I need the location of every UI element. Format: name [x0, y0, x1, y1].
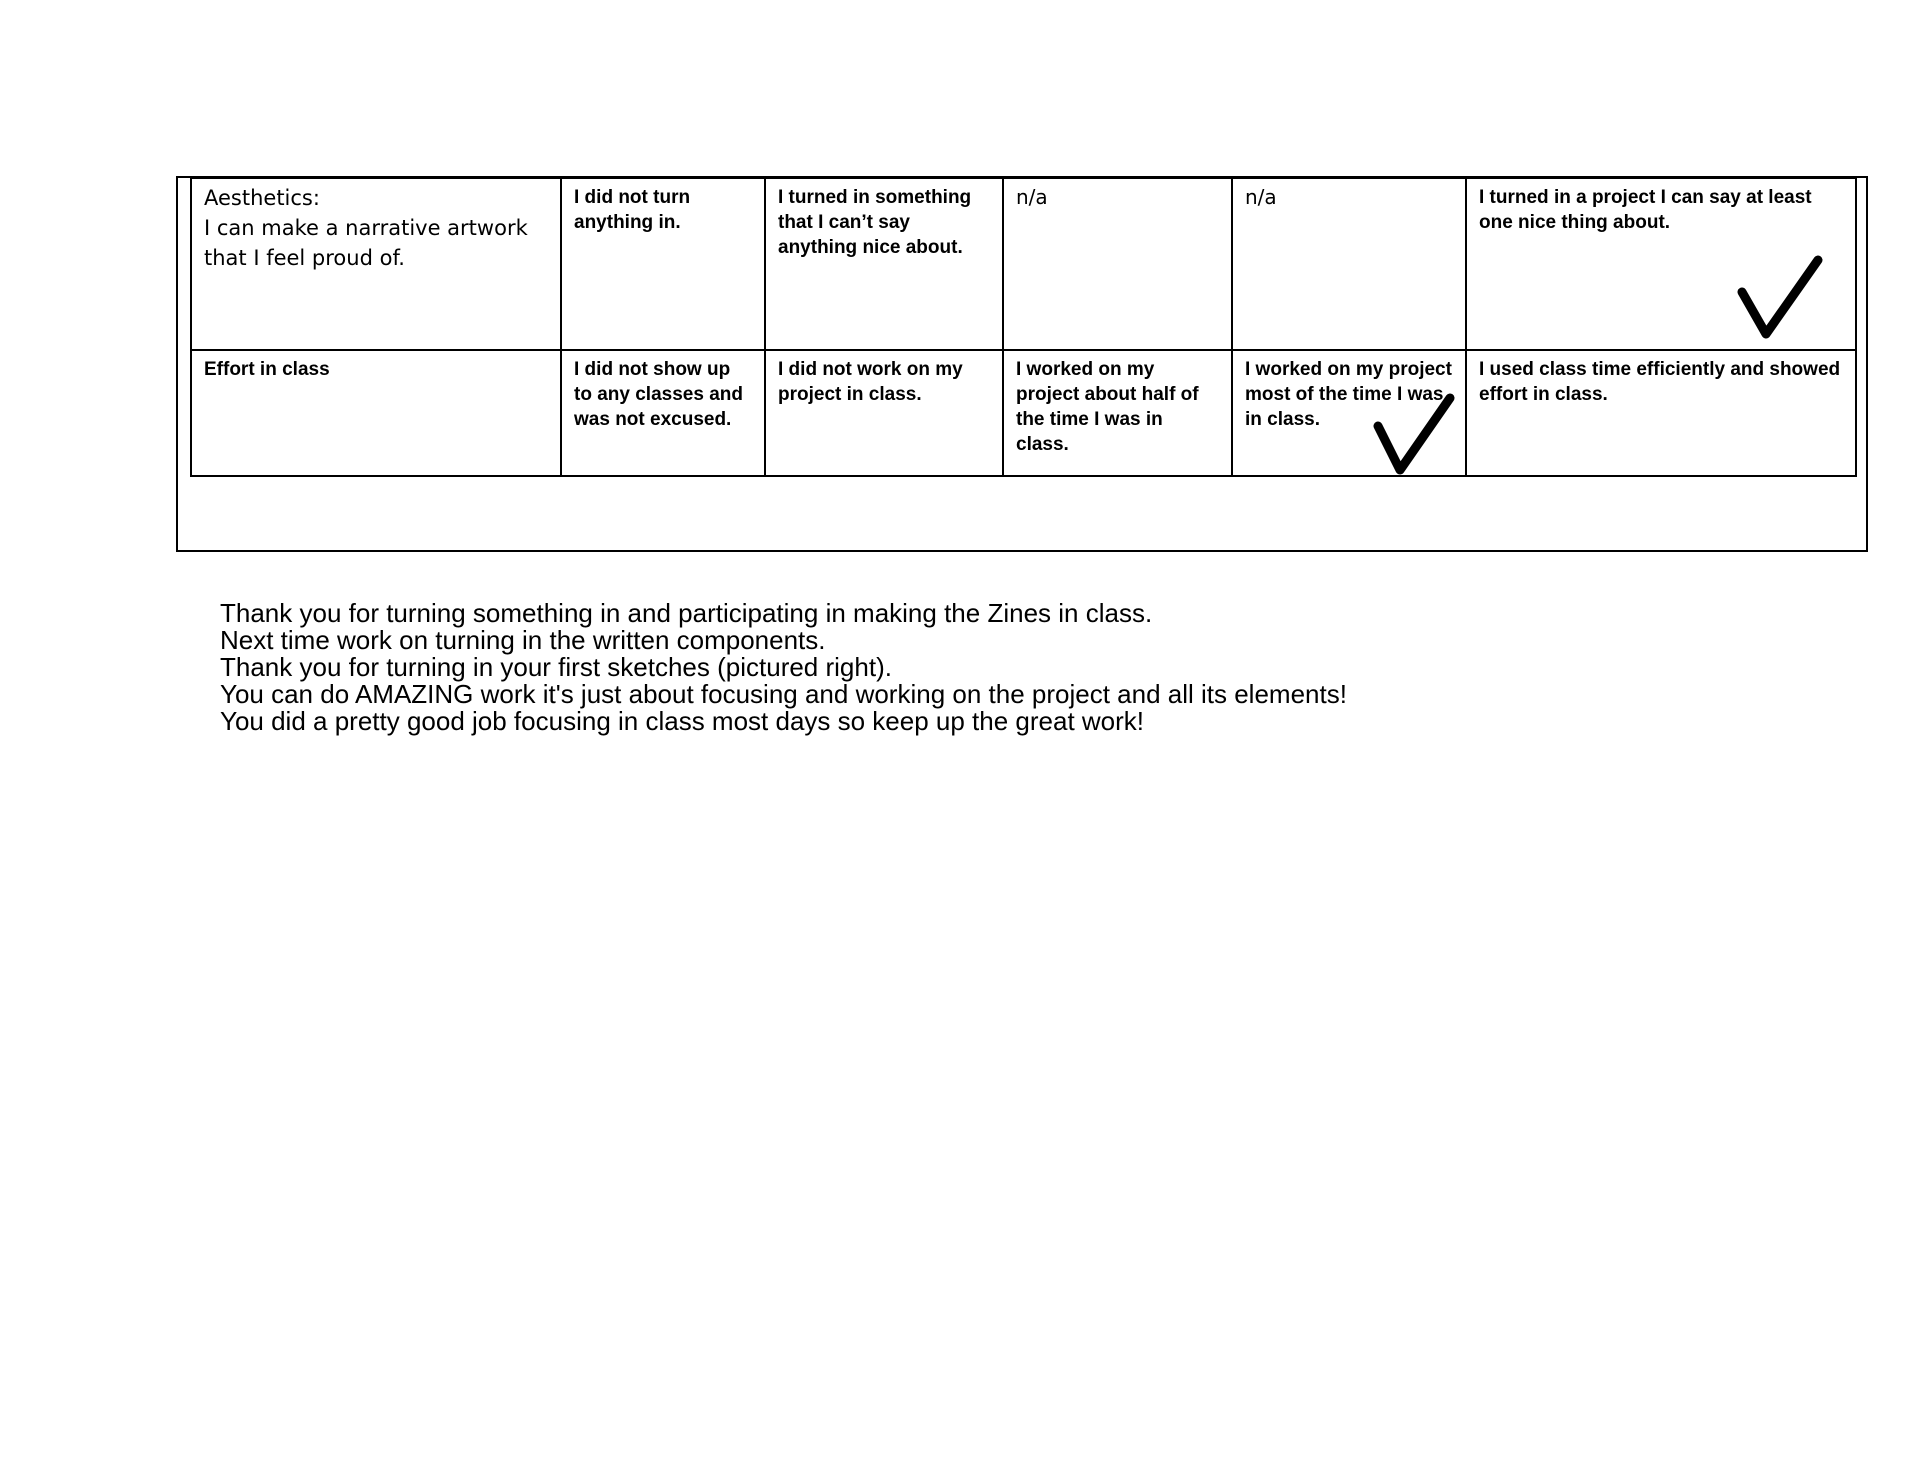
level-text: I did not work on my project in class. [778, 359, 963, 405]
level-cell [1232, 350, 1466, 476]
level-cell [1003, 350, 1232, 476]
level-text: I worked on my project about half of the time I was in class. [1016, 359, 1199, 455]
level-cell [1003, 178, 1232, 350]
comment-line: Thank you for turning something in and participating in making the Zines in class. [220, 598, 1153, 628]
level-text: I used class time efficiently and showed effort in class. [1479, 359, 1841, 405]
rubric-row-aesthetics [191, 178, 1856, 350]
level-cell [765, 178, 1003, 350]
criterion-cell-effort [191, 350, 561, 476]
criterion-title: Effort in class [204, 359, 330, 380]
level-cell [561, 350, 765, 476]
level-text: n/a [1245, 185, 1277, 209]
rubric-table [190, 177, 1857, 477]
level-cell [765, 350, 1003, 476]
level-cell [1466, 350, 1856, 476]
comment-line: You did a pretty good job focusing in class most days so keep up the great work! [220, 706, 1145, 736]
level-cell [1466, 178, 1856, 350]
comment-line: You can do AMAZING work it's just about focusing and working on the project and all its elements! [220, 679, 1347, 709]
criterion-description: I can make a narrative artwork that I feel proud of. [204, 216, 528, 270]
level-text: n/a [1016, 185, 1048, 209]
comment-line: Thank you for turning in your first sketches (pictured right). [220, 652, 892, 682]
level-cell [1232, 178, 1466, 350]
level-text: I did not show up to any classes and was not excused. [574, 359, 743, 430]
level-text: I turned in something that I can’t say anything nice about. [778, 187, 972, 258]
level-cell [561, 178, 765, 350]
level-text: I worked on my project most of the time I was in class. [1245, 359, 1452, 430]
teacher-comments [220, 600, 1720, 735]
rubric-row-effort [191, 350, 1856, 476]
level-text: I did not turn anything in. [574, 187, 691, 233]
criterion-cell-aesthetics [191, 178, 561, 350]
criterion-title: Aesthetics: [204, 186, 320, 210]
comment-line: Next time work on turning in the written components. [220, 625, 826, 655]
level-text: I turned in a project I can say at least one nice thing about. [1479, 187, 1812, 233]
